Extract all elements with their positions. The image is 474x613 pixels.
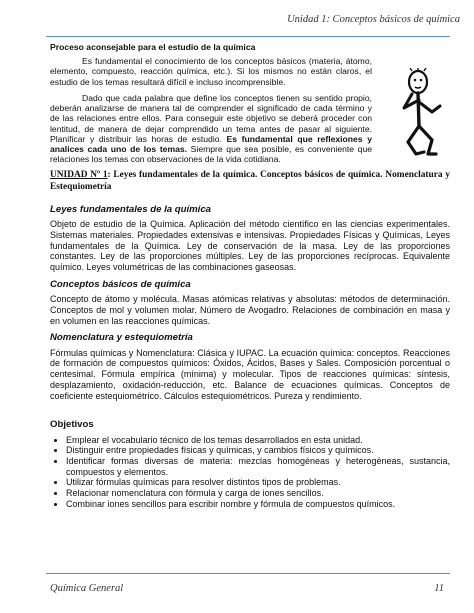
unit-title [50,170,450,194]
list-item: • Utilizar fórmulas químicas para resolver distintos tipos de problemas. [66,477,450,488]
footer-course-title: Química General [50,583,124,594]
footer-rule [46,573,450,574]
objectives-list [50,435,450,510]
header-rule [46,36,450,37]
intro-wrapped-text [50,56,372,87]
section-body-nomenclatura: Fórmulas químicas y Nomenclatura: Clásica y IUPAC. La ecuación química: conceptos. Reacciones de formación de compuestos químicos: Óxidos, Ácidos, Bases y Sales. Composición porcentual o centesimal. Fórmula empírica (mínima) y molecular. Tipos de reacciones químicas: síntesis, desplazamiento, oxidación-reducción, etc. Balance de ecuaciones químicas. Conceptos de coeficiente estequiométrico. Cálculos estequiométricos. Pureza y rendimiento. [50,347,450,401]
intro-paragraph-1: Es fundamental el conocimiento de los conceptos básicos (materia, átomo, elemento, compuesto, reacción química, etc.). Si los mismos no están claros, el estudio de los temas resultará difícil e incluso incomprensible. [50,56,372,87]
intro-heading: Proceso aconsejable para el estudio de la química [50,42,256,52]
thinking-figure-icon [388,68,450,158]
list-item: • Distinguir entre propiedades físicas y químicas, y cambios físicos y químicos. [66,445,450,456]
intro-p2-emphasis: Es fundamental que reflexiones y analices cada uno de los temas. [50,133,372,154]
list-item: • Relacionar nomenclatura con fórmula y carga de iones sencillos. [66,488,450,499]
section-heading-conceptos: Conceptos básicos de química [50,278,191,290]
page-content [50,42,450,510]
list-item: • Emplear el vocabulario técnico de los temas desarrollados en esta unidad. [66,435,450,446]
section-body-leyes: Objeto de estudio de la Química. Aplicación del método científico en las ciencias experimentales. Sistemas materiales. Propiedades extensivas e intensivas. Propiedades Físicas y Químicas, Leyes fundamentales de la Química. Ley de conservación de la masa. Ley de las proporciones constantes. Ley de las proporciones múltiples. Ley de las proporciones recíprocas. Equivalente químico. Leyes volumétricas de las combinaciones gaseosas. [50,219,450,273]
objectives-heading: Objetivos [50,419,94,431]
running-header: Unidad 1: Conceptos básicos de química [287,14,460,25]
unit-title-text: : Leyes fundamentales de la química. Conceptos básicos de química. Nomenclatura y Estequiometría [50,170,450,193]
page-number: 11 [434,583,444,594]
section-heading-leyes: Leyes fundamentales de la química [50,203,212,215]
list-item: • Combinar iones sencillos para escribir nombre y fórmula de compuestos químicos. [66,499,450,510]
intro-p2-tail: Siempre que sea posible, es conveniente que relaciones los temas con observaciones de la vida cotidiana. [50,143,373,165]
section-body-conceptos: Concepto de átomo y molécula. Masas atómicas relativas y absolutas: métodos de determinación. Conceptos de mol y volumen molar. Número de Avogadro. Relaciones de combinación en masa y en volumen en las reacciones químicas. [50,294,450,326]
section-heading-nomenclatura: Nomenclatura y estequiometría [50,332,193,344]
intro-paragraph-2 [50,93,372,165]
intro-p2-text: Dado que cada palabra que define los conceptos tienen su sentido propio, deberán analizarse de manera tal de comprender el significado de cada término y de las relaciones entre ellos. Para conseguir este objetivo se deberá proceder con lentitud, de manera de dejar comprendido un tema antes de pasar al siguiente. Planificar y distribuir las horas de estudio. [50,92,372,144]
list-item: • Identificar formas diversas de materia: mezclas homogéneas y heterogéneas, sustancia, compuestos y elementos. [66,456,450,477]
intro-block [50,56,450,164]
unit-label: UNIDAD Nº 1 [50,170,108,181]
